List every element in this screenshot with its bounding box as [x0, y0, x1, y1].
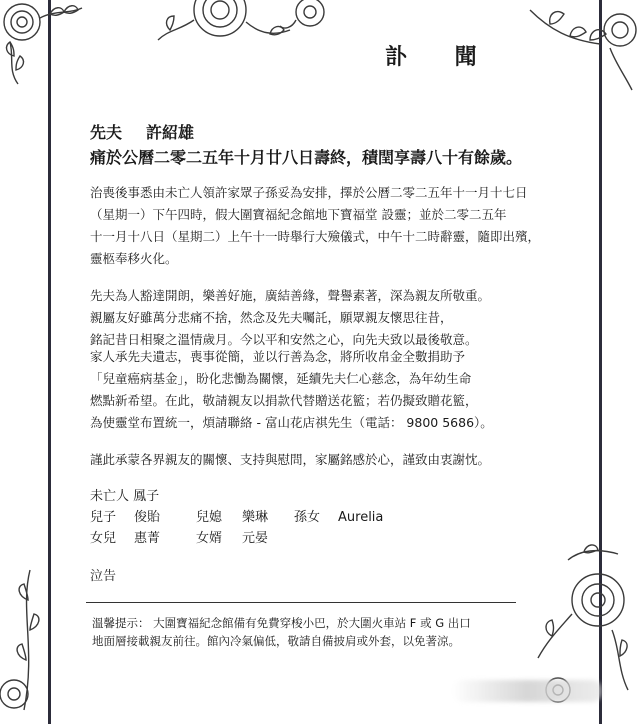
family-row [90, 528, 383, 549]
paragraph-line: 家人承先夫遺志，喪事從簡，並以行善為念，將所收帛金全數捐助予 [90, 349, 466, 364]
top-center-floral-decoration [150, 0, 350, 80]
tribute-paragraph [90, 285, 490, 351]
daughter-label: 女兒 [90, 531, 117, 546]
deceased-name: 許紹雄 [146, 123, 195, 142]
reminder-line: 溫馨提示： 大圍寶福紀念館備有免費穿梭小巴，於大圍火車站 F 或 G 出口 [92, 616, 471, 630]
family-list [90, 486, 383, 549]
deceased-relation: 先夫 [90, 123, 123, 142]
granddaughter-label: 孫女 [294, 510, 321, 525]
son-in-law-name: 元晏 [242, 531, 269, 546]
reminder-note [92, 614, 471, 650]
bottom-left-floral-decoration [0, 560, 70, 724]
top-right-floral-decoration [520, 0, 640, 100]
right-border-line [599, 0, 602, 724]
deceased-line [90, 120, 218, 143]
donation-paragraph [90, 346, 493, 434]
reminder-line: 地面層接載親友前往。館內冷氣偏低，敬請自備披肩或外套，以免著涼。 [92, 634, 460, 648]
daughter-in-law-name: 樂琳 [242, 510, 269, 525]
paragraph-line: 銘記昔日相聚之溫情歲月。今以平和安然之心，向先夫致以最後敬意。 [90, 332, 478, 347]
divider [86, 602, 516, 603]
granddaughter-name: Aurelia [338, 510, 384, 525]
paragraph-line: （星期一）下午四時，假大圍寶福紀念館地下寶福堂 設靈；並於二零二五年 [90, 207, 507, 222]
thanks-paragraph [90, 449, 490, 471]
paragraph-line: 謹此承蒙各界親友的關懷、支持與慰問，家屬銘感於心，謹致由衷謝忱。 [90, 452, 491, 467]
son-in-law-label: 女婿 [196, 531, 223, 546]
paragraph-line: 先夫為人豁達開朗，樂善好施，廣結善緣，聲譽素著，深為親友所敬重。 [90, 288, 491, 303]
widow-line: 未亡人 鳳子 [90, 489, 160, 504]
funeral-arrangements-paragraph [90, 182, 540, 270]
daughter-in-law-label: 兒媳 [196, 510, 223, 525]
closing-signature: 泣告 [90, 569, 117, 584]
blurred-watermark [452, 680, 602, 702]
son-label: 兒子 [90, 510, 117, 525]
left-border-line [48, 0, 51, 724]
daughter-name: 惠菁 [134, 531, 161, 546]
son-name: 俊貽 [134, 510, 161, 525]
paragraph-line: 燃點新希望。在此，敬請親友以捐款代替贈送花籃；若仍擬致贈花籃， [90, 393, 478, 408]
paragraph-line: 「兒童癌病基金」，盼化悲慟為關懷，延續先夫仁心慈念，為年幼生命 [90, 371, 472, 386]
paragraph-line: 十一月十八日（星期二）上午十一時舉行大殮儀式，中午十二時辭靈，隨即出殯， [90, 229, 541, 244]
paragraph-line: 靈柩奉移火化。 [90, 251, 178, 266]
top-left-floral-decoration [0, 0, 110, 90]
passing-announcement: 痛於公曆二零二五年十月廿八日壽終，積閏享壽八十有餘歲。 [90, 148, 523, 167]
paragraph-line: 為使靈堂布置統一，煩請聯絡 - 富山花店祺先生（電話： 9800 5686）。 [90, 415, 493, 430]
paragraph-line: 親屬友好雖萬分悲痛不捨，然念及先夫囑託，願眾親友懷思往昔， [90, 310, 453, 325]
page-title: 訃 聞 [385, 44, 497, 70]
family-row [90, 507, 383, 528]
paragraph-line: 治喪後事悉由未亡人領許家眾子孫妥為安排，擇於公曆二零二五年十一月十七日 [90, 185, 528, 200]
